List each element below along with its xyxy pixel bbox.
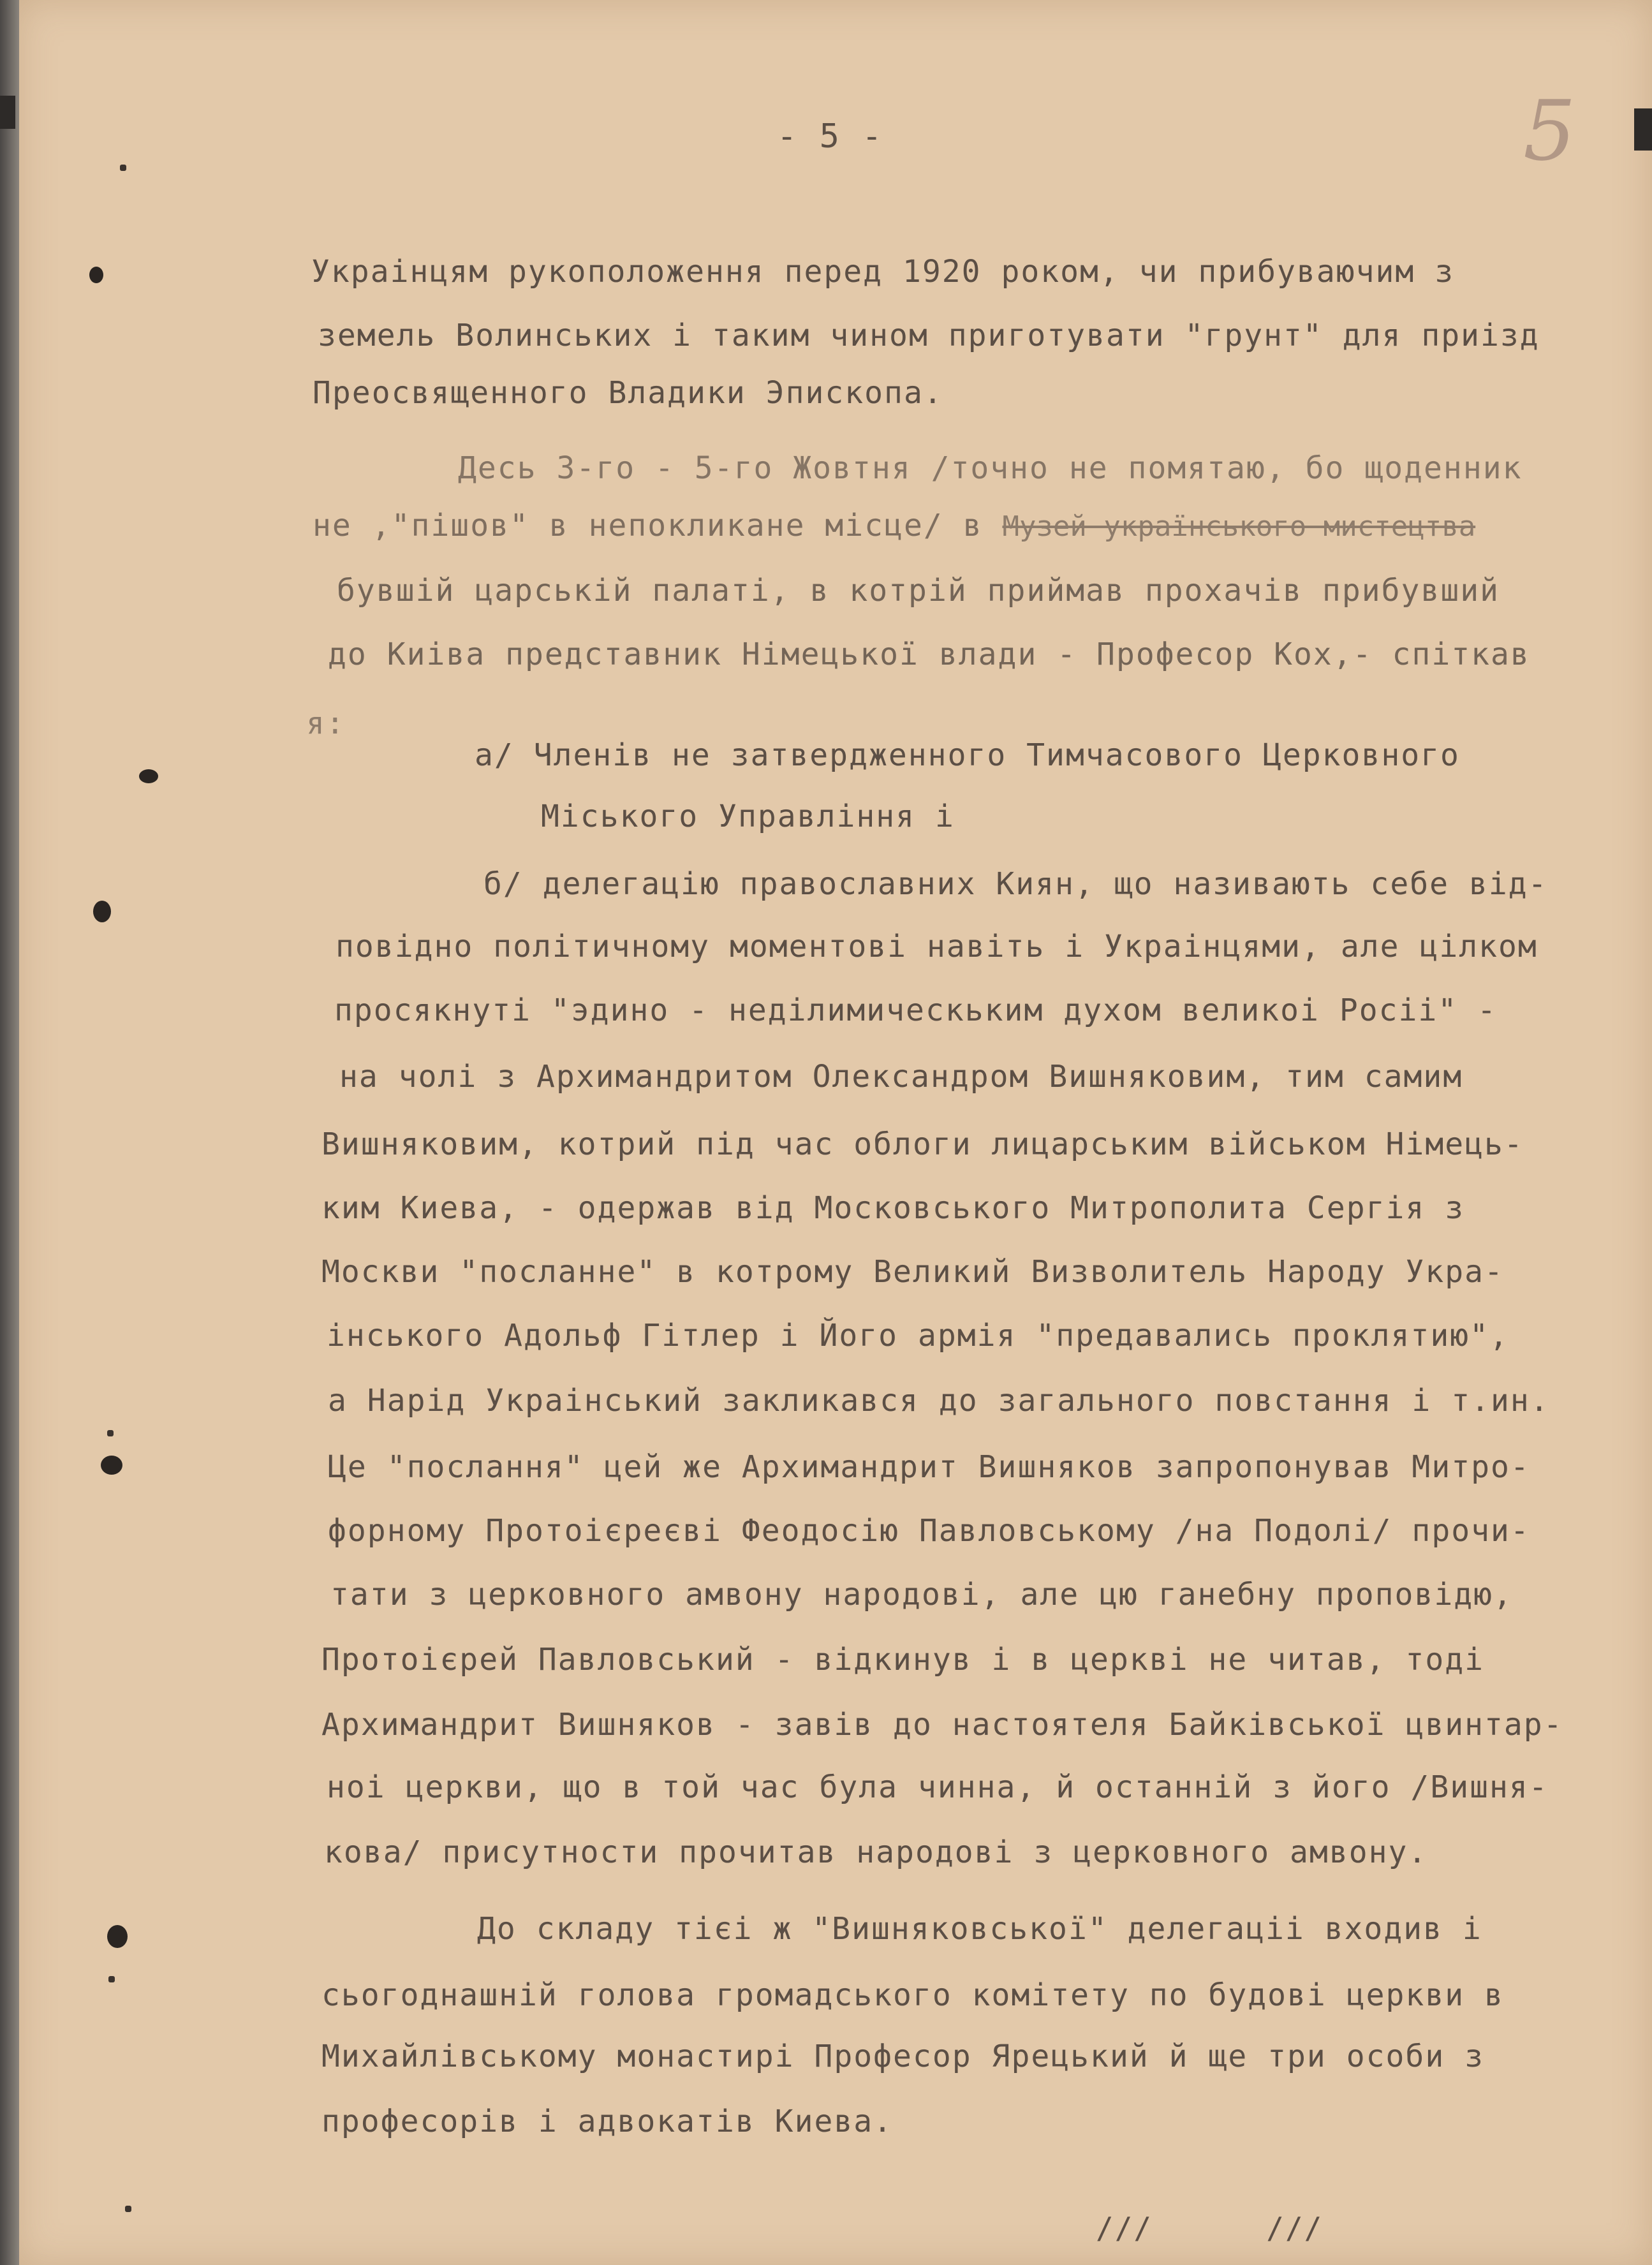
document-page: [18, 0, 1652, 2265]
text-line: повідно політичному моментові навіть і Украінцями, але цілком: [336, 929, 1538, 964]
text-line: до Киіва представник Німецької влади - Професор Кох,- спіткав: [328, 637, 1530, 672]
text-line: ноі церкви, що в той час була чинна, й останній з його /Вишня-: [327, 1769, 1549, 1805]
text-line: земель Волинських і таким чином приготувати "грунт" для приізд: [318, 318, 1540, 353]
text-line: ким Киева, - одержав від Московського Митрополита Сергія з: [321, 1190, 1465, 1226]
binding-hole: [89, 267, 103, 283]
text-line: просякнуті "эдино - неділимическьким духом великоі Росіі" -: [334, 992, 1498, 1028]
binding-mark: [125, 2206, 131, 2212]
text-line: форному Протоієреєві Феодосію Павловському /на Подолі/ прочи-: [328, 1513, 1530, 1549]
scan-edge-mark: [0, 96, 15, 129]
handwritten-page-number: 5: [1523, 82, 1576, 179]
binding-hole: [139, 769, 158, 783]
text-line: б/ делегацію православних Киян, що називають себе від-: [483, 866, 1548, 902]
text-line: я:: [306, 705, 346, 741]
binding-hole: [107, 1925, 128, 1948]
text-line: [313, 510, 1475, 541]
text-line: тати з церковного амвону народові, але цю ганебну проповідю,: [330, 1577, 1513, 1612]
scan-edge: [0, 0, 19, 2265]
footer-marks: /// ///: [1096, 2211, 1324, 2245]
text-line-start: не ,"пішов" в непокликане місце/ в: [313, 508, 1003, 543]
text-line: Вишняковим, котрий під час облоги лицарським військом Німець-: [321, 1126, 1524, 1162]
page-number: - 5 -: [777, 117, 883, 156]
text-line: Протоієрей Павловський - відкинув і в церкві не читав, тоді: [321, 1642, 1485, 1678]
text-line: кова/ присутности прочитав народові з церковного амвону.: [324, 1834, 1428, 1870]
text-line: Це "послання" цей же Архимандрит Вишняков запропонував Митро-: [328, 1449, 1530, 1485]
binding-hole: [93, 901, 111, 922]
binding-mark: [108, 1976, 115, 1982]
struck-out-text: Музей українського мистецтва: [1002, 510, 1476, 543]
text-line: Украінцям рукоположення перед 1920 роком, чи прибуваючим з: [311, 254, 1455, 290]
text-line: Архимандрит Вишняков - завів до настоятеля Байківської цвинтар-: [321, 1707, 1563, 1743]
text-line: Михайлівському монастирі Професор Ярецький й ще три особи з: [321, 2039, 1485, 2074]
text-line: на чолі з Архимандритом Олександром Вишняковим, тим самим: [339, 1059, 1463, 1095]
text-line: професорів і адвокатів Киева.: [321, 2104, 894, 2139]
binding-hole: [101, 1456, 122, 1475]
text-line: Десь 3-го - 5-го Жовтня /точно не помятаю, бо щоденник: [458, 450, 1523, 486]
binding-mark: [107, 1430, 114, 1436]
text-line: бувшій царській палаті, в котрій приймав прохачів прибувший: [337, 573, 1500, 609]
scan-edge-mark: [1634, 108, 1652, 151]
binding-mark: [120, 165, 126, 171]
text-line: а Нарід Украінський закликався до загального повстання і т.ин.: [328, 1383, 1550, 1419]
text-line: а/ Членів не затвердженного Тимчасового Церковного: [475, 737, 1460, 773]
text-line: Міського Управління і: [541, 799, 955, 834]
text-line: Преосвященного Владики Эпископа.: [313, 375, 943, 411]
text-line: До складу тієі ж "Вишняковської" делегаціі входив і: [477, 1911, 1482, 1947]
text-line: інського Адольф Гітлер і Його армія "предавались проклятию",: [327, 1318, 1509, 1354]
text-line: Москви "посланне" в котрому Великий Визволитель Народу Укра-: [321, 1254, 1504, 1290]
text-line: сьогоднашній голова громадського комітету по будові церкви в: [321, 1977, 1504, 2013]
